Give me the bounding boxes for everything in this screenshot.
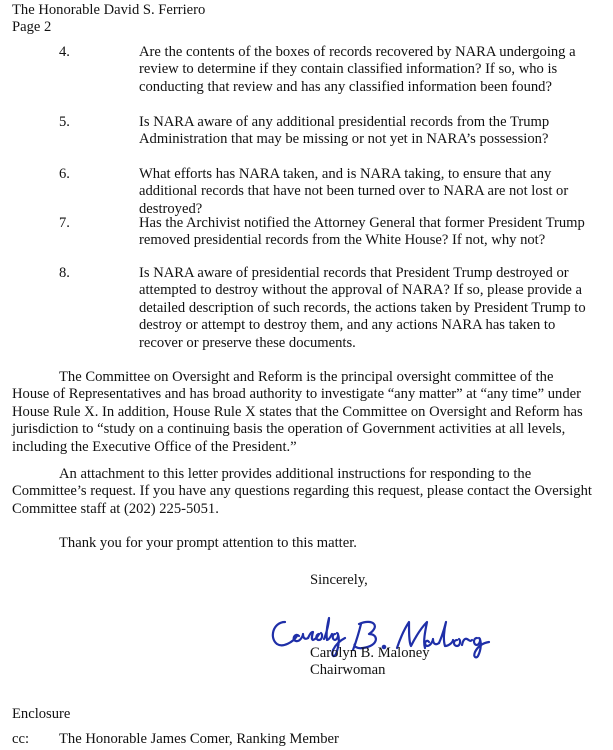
question-number: 7. <box>59 215 70 231</box>
question-text: Are the contents of the boxes of records recovered by NARA undergoing a review to determine if they contain classified information? If so, who is conducting that review and has any classified information been found? <box>139 44 576 95</box>
question-number: 4. <box>59 44 70 60</box>
page-header <box>12 2 205 37</box>
body-paragraph: An attachment to this letter provides additional instructions for responding to the Committee’s request. If you have any questions regarding this request, please contact the Oversight Committee staff at (202) 225-5051. <box>12 466 592 517</box>
enclosure-note: Enclosure <box>12 706 71 722</box>
closing-line: Sincerely, <box>310 572 368 588</box>
signer-name: Carolyn B. Maloney <box>310 645 430 661</box>
question-text: Has the Archivist notified the Attorney General that former President Trump removed presidential records from the White House? If not, why not? <box>139 215 585 249</box>
body-paragraph: Thank you for your prompt attention to this matter. <box>59 535 357 551</box>
signer-title: Chairwoman <box>310 662 386 679</box>
cc-label: cc: <box>12 731 30 747</box>
question-number: 6. <box>59 166 70 182</box>
signature-block <box>310 645 430 680</box>
header-recipient: The Honorable David S. Ferriero <box>12 2 206 18</box>
question-text: What efforts has NARA taken, and is NARA taking, to ensure that any additional records that have not been turned over to NARA are not lost or destroyed? <box>139 166 569 217</box>
body-paragraph: The Committee on Oversight and Reform is the principal oversight committee of the House of Representatives and has broad authority to investigate “any matter” at “any time” under House Rule X. In addition, House Rule X states that the Committee on Oversight and Reform has jurisdiction to “study on a continuing basis the operation of Government activities at all levels, including the Executive Office of the President.” <box>12 369 583 455</box>
question-text: Is NARA aware of any additional presidential records from the Trump Administration that may be missing or not yet in NARA’s possession? <box>139 114 550 148</box>
question-text: Is NARA aware of presidential records that President Trump destroyed or attempted to destroy without the approval of NARA? If so, please provide a detailed description of such records, the actions taken by President Trump to destroy or attempt to destroy them, and any actions NARA has taken to recover or preserve these documents. <box>139 265 586 351</box>
question-number: 5. <box>59 114 70 130</box>
cc-recipient: The Honorable James Comer, Ranking Member <box>59 731 339 747</box>
header-page-number: Page 2 <box>12 19 52 36</box>
question-number: 8. <box>59 265 70 281</box>
